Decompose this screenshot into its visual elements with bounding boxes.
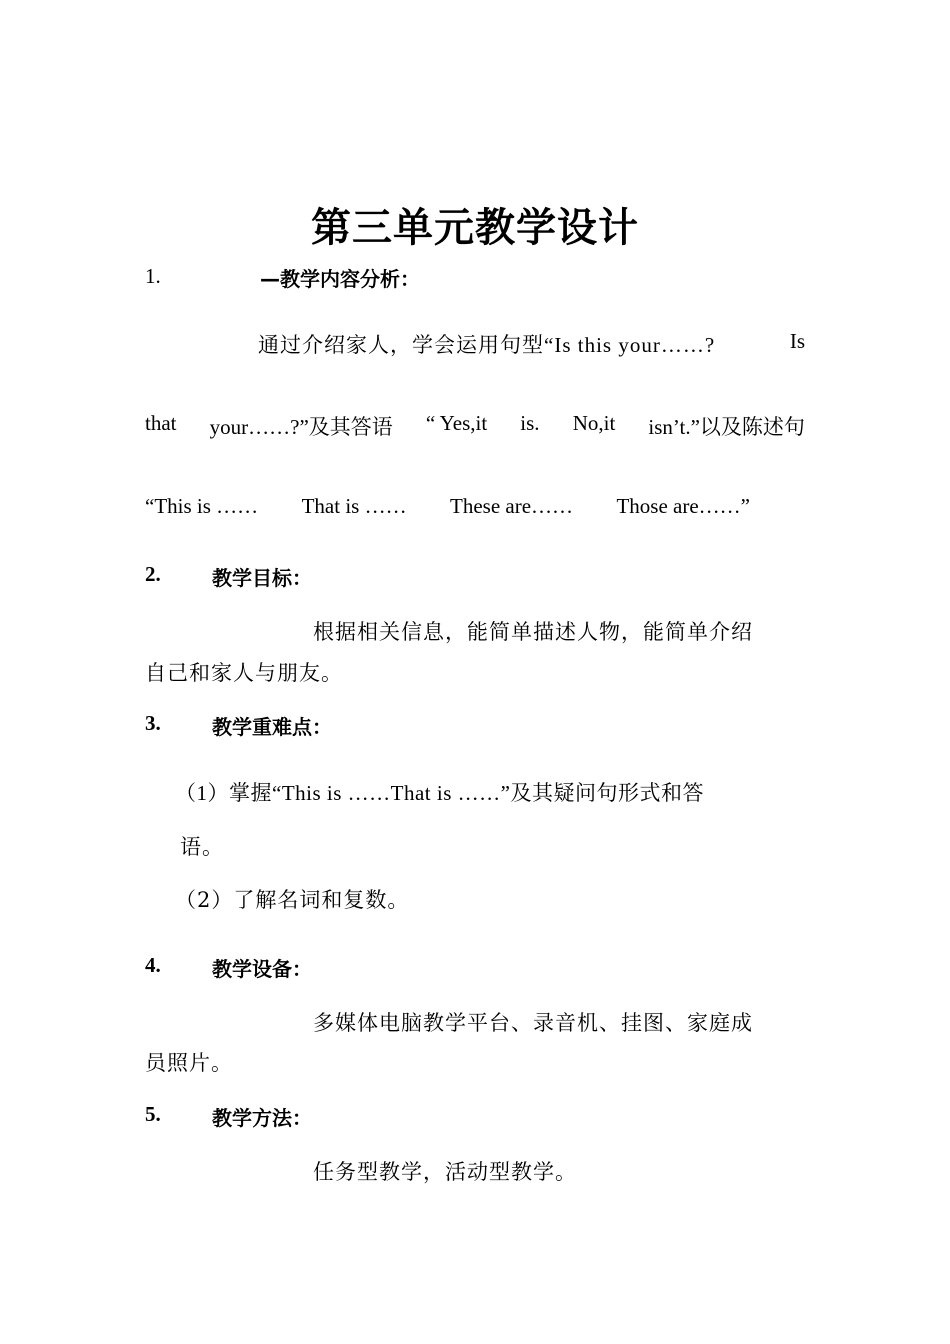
section-1-line-1-part-1: 通过介绍家人，学会运用句型“Is this your……? [258, 333, 716, 357]
section-1-line-2-part-5: No,it [572, 411, 616, 435]
section-3-line-1: （1）掌握“This is ……That is ……”及其疑问句形式和答 [175, 781, 704, 805]
section-2-number: 2. [145, 562, 161, 586]
section-1-line-2-part-6: isn’t.”以及陈述句 [648, 415, 805, 439]
section-1-line-2-part-4: is. [520, 411, 540, 435]
section-2-line-1: 根据相关信息，能简单描述人物，能简单介绍 [313, 620, 753, 644]
section-4-line-1: 多媒体电脑教学平台、录音机、挂图、家庭成 [313, 1011, 753, 1035]
section-3-line-3: （2）了解名词和复数。 [175, 888, 410, 912]
section-1-line-3-part-3: These are…… [450, 494, 574, 518]
section-1-heading: —教学内容分析： [260, 267, 420, 291]
section-3-number: 3. [145, 711, 161, 735]
section-4-line-2: 员照片。 [145, 1051, 233, 1075]
section-2-heading: 教学目标： [212, 566, 312, 590]
section-4-number: 4. [145, 953, 161, 977]
section-1-line-2-part-1: that [145, 411, 177, 435]
section-1-number: 1. [145, 264, 161, 288]
section-1-line-3 [145, 494, 750, 519]
section-5-line-1: 任务型教学，活动型教学。 [313, 1160, 577, 1184]
section-1-line-1 [258, 329, 805, 359]
section-4-heading: 教学设备： [212, 957, 312, 981]
section-1-line-3-part-1: “This is …… [145, 494, 259, 518]
page-title: 第三单元教学设计 [311, 204, 639, 251]
section-5-heading: 教学方法： [212, 1106, 312, 1130]
section-1-line-3-part-2: That is …… [301, 494, 407, 518]
section-1-line-3-part-4: Those are……” [616, 494, 750, 518]
section-3-line-2: 语。 [180, 835, 224, 859]
section-1-line-2-part-2: your……?”及其答语 [209, 415, 393, 439]
section-3-heading: 教学重难点： [212, 715, 332, 739]
section-1-line-2 [145, 411, 805, 441]
section-2-line-2: 自己和家人与朋友。 [145, 661, 343, 685]
section-1-line-1-part-2: Is [789, 329, 805, 353]
section-5-number: 5. [145, 1102, 161, 1126]
section-1-line-2-part-3: “ Yes,it [425, 411, 488, 435]
